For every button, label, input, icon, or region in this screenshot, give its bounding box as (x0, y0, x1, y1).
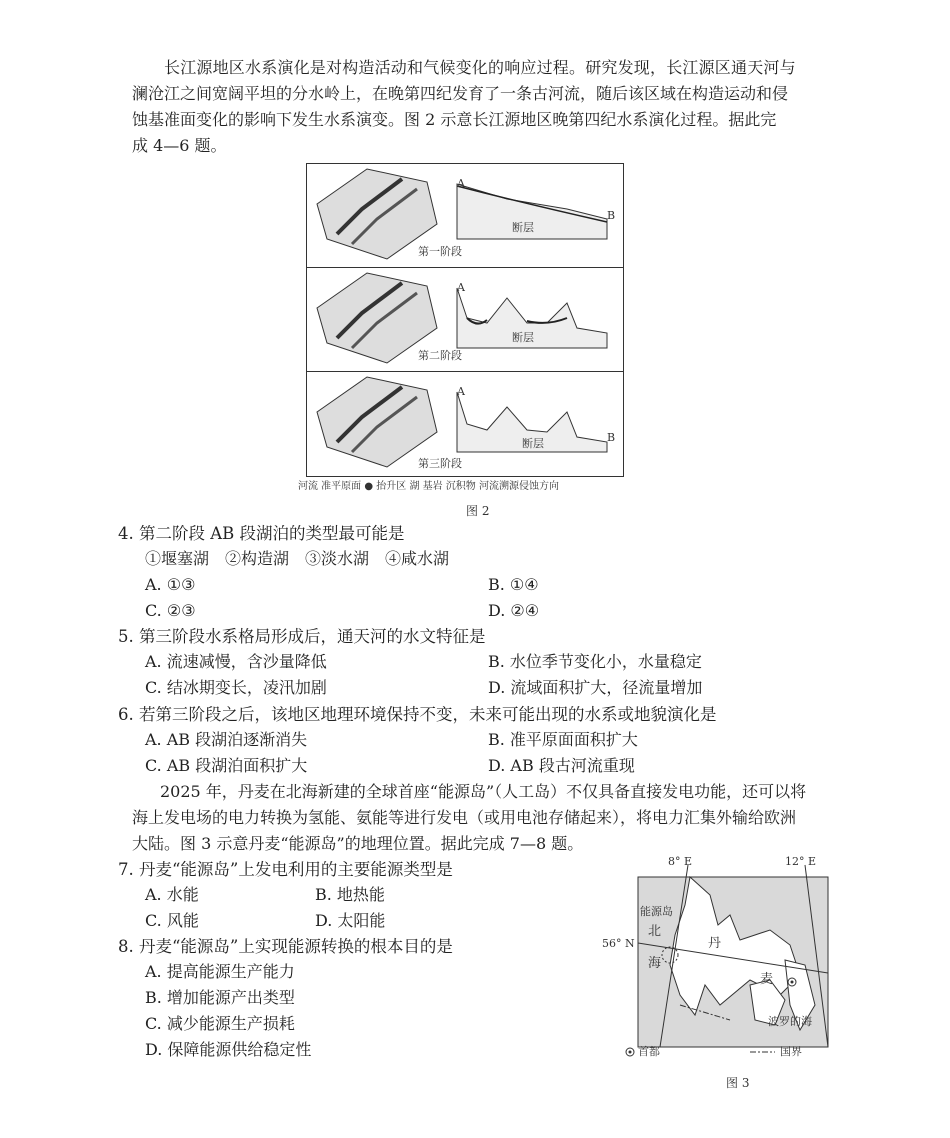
q4-option-a[interactable]: A. ①③ (145, 575, 196, 594)
q8-option-a[interactable]: A. 提高能源生产能力 (145, 962, 295, 981)
legend-border: 国界 (780, 1045, 802, 1058)
q6-option-d[interactable]: D. AB 段古河流重现 (488, 756, 635, 775)
stage1-diagram (307, 164, 623, 267)
passage1-line4: 成 4—6 题。 (132, 136, 227, 155)
baltic-sea-label: 波罗的海 (768, 1015, 812, 1028)
stage3-label-a: A (457, 385, 465, 398)
q7-option-b[interactable]: B. 地热能 (315, 885, 385, 904)
north-sea-label-2: 海 (648, 956, 662, 971)
passage1-line2: 澜沧江之间宽阔平坦的分水岭上，在晚第四纪发育了一条古河流，随后该区域在构造运动和侵 (132, 84, 789, 103)
q6-stem: 6. 若第三阶段之后，该地区地理环境保持不变，未来可能出现的水系或地貌演化是 (118, 705, 717, 724)
stage1-label-b: B (607, 209, 616, 222)
q7-option-c[interactable]: C. 风能 (145, 911, 199, 930)
stage1-label-a: A (457, 177, 465, 190)
passage1-line3: 蚀基准面变化的影响下发生水系演变。图 2 示意长江源地区晚第四纪水系演化过程。据此完 (132, 110, 777, 129)
q4-option-b[interactable]: B. ①④ (488, 575, 539, 594)
figure2-legend: 河流 准平原面 ● 抬升区 湖 基岩 沉积物 河流溯源侵蚀方向 (298, 481, 559, 492)
q8-stem: 8. 丹麦“能源岛”上实现能源转换的根本目的是 (118, 937, 453, 956)
q4-stem: 4. 第二阶段 AB 段湖泊的类型最可能是 (118, 524, 405, 543)
stage2-label-a: A (457, 281, 465, 294)
stage1-fault: 断层 (512, 221, 534, 234)
lon-12e: 12° E (785, 855, 817, 868)
q8-option-c[interactable]: C. 减少能源生产损耗 (145, 1014, 295, 1033)
passage1-line1: 长江源地区水系演化是对构造活动和气候变化的响应过程。研究发现，长江源区通天河与 (164, 58, 796, 77)
stage2-diagram (307, 268, 623, 371)
figure2-caption: 图 2 (466, 504, 490, 518)
q5-option-a[interactable]: A. 流速减慢，含沙量降低 (145, 652, 327, 671)
passage2-line2: 海上发电场的电力转换为氢能、氨能等进行发电（或用电池存储起来），将电力汇集外输给欧洲 (132, 808, 797, 827)
passage2-line3: 大陆。图 3 示意丹麦“能源岛”的地理位置。据此完成 7—8 题。 (132, 834, 584, 853)
q7-stem: 7. 丹麦“能源岛”上发电利用的主要能源类型是 (118, 860, 453, 879)
q8-option-b[interactable]: B. 增加能源产出类型 (145, 988, 295, 1007)
q6-option-c[interactable]: C. AB 段湖泊面积扩大 (145, 756, 308, 775)
q5-option-b[interactable]: B. 水位季节变化小，水量稳定 (488, 652, 702, 671)
q7-option-d[interactable]: D. 太阳能 (315, 911, 386, 930)
figure2-stage3-panel (307, 372, 623, 475)
figure2 (306, 163, 624, 477)
stage3-diagram (307, 372, 623, 475)
stage3-label: 第三阶段 (418, 457, 462, 470)
q6-option-b[interactable]: B. 准平原面面积扩大 (488, 730, 638, 749)
q4-option-d[interactable]: D. ②④ (488, 601, 540, 620)
north-sea-label-1: 北 (648, 924, 662, 939)
stage3-label-b: B (607, 431, 616, 444)
q8-option-d[interactable]: D. 保障能源供给稳定性 (145, 1040, 312, 1059)
stage1-label: 第一阶段 (418, 245, 462, 258)
figure2-stage2-panel (307, 268, 623, 372)
q5-stem: 5. 第三阶段水系格局形成后，通天河的水文特征是 (118, 627, 486, 646)
figure3 (600, 855, 840, 1070)
denmark-map (600, 855, 840, 1070)
energy-island-label: 能源岛 (640, 905, 673, 918)
legend-capital: 首都 (638, 1045, 660, 1058)
q4-items: ①堰塞湖 ②构造湖 ③淡水湖 ④咸水湖 (145, 549, 450, 568)
stage3-fault: 断层 (522, 437, 544, 450)
q7-option-a[interactable]: A. 水能 (145, 885, 199, 904)
lat-56n: 56° N (602, 937, 635, 950)
lon-8e: 8° E (668, 855, 693, 868)
figure2-stage1-panel (307, 164, 623, 268)
stage2-fault: 断层 (512, 331, 534, 344)
passage2-line1: 2025 年，丹麦在北海新建的全球首座“能源岛”（人工岛）不仅具备直接发电功能，还可以将 (160, 782, 807, 801)
denmark-label-2: 麦 (760, 972, 774, 987)
q4-option-c[interactable]: C. ②③ (145, 601, 196, 620)
denmark-label-1: 丹 (708, 936, 722, 951)
stage2-label: 第二阶段 (418, 349, 462, 362)
figure3-caption: 图 3 (726, 1076, 750, 1090)
q5-option-c[interactable]: C. 结冰期变长，凌汛加剧 (145, 678, 327, 697)
q5-option-d[interactable]: D. 流域面积扩大，径流量增加 (488, 678, 703, 697)
q6-option-a[interactable]: A. AB 段湖泊逐渐消失 (145, 730, 308, 749)
